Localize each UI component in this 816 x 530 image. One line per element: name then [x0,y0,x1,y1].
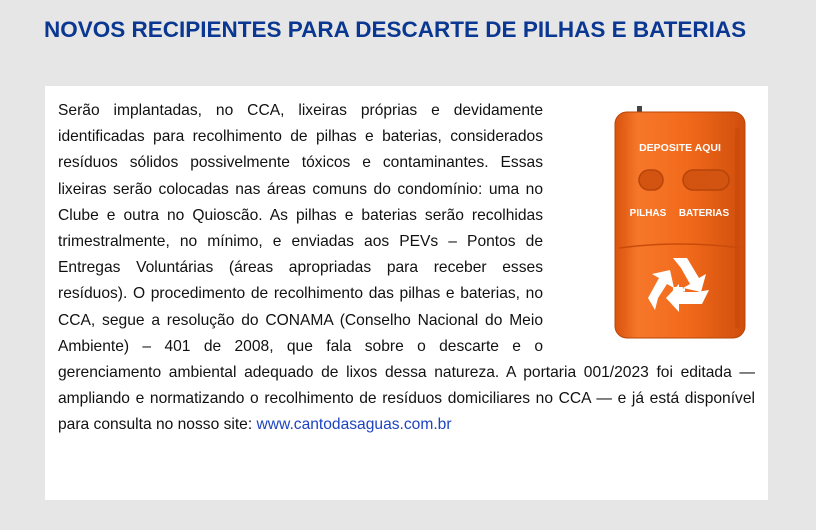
slot-baterias [683,170,729,190]
article-card [45,86,768,500]
battery-bin-illustration [555,98,755,345]
slot-pilhas [639,170,663,190]
site-link[interactable]: www.cantodasaguas.com.br [256,416,452,434]
bin-ridge-left [621,128,626,328]
battery-bin-image [555,98,755,345]
bin-label-deposite: DEPOSITE AQUI [639,142,721,154]
bin-label-baterias: BATERIAS [678,208,730,219]
article-text: Serão implantadas, no CCA, lixeiras próprias e devidamente identificadas para recolhimento de pilhas e baterias, considerados resíduos sólidos possivelmente tóxicos e contaminantes. Essas lixeiras serão colocadas nas áreas comuns do condomínio: uma no Clube e outra no Quioscão. As pilhas e baterias serão recolhidas trimestralmente, no mínimo, e enviadas aos PEVs – Pontos de Entregas Voluntárias (áreas apropriadas para receber esses resíduos). O procedimento de recolhimento das pilhas e baterias, no CCA, segue a resolução do CONAMA (Conselho Nacional do Meio Ambiente) – 401 de 2008, que fala sobre o descarte e o gerenciamento ambiental adequado de lixos dessa natureza. A portaria 001/2023 foi editada — ampliando e normatizando o recolhimento de resíduos domiciliares no CCA — e já está disponível para consulta no nosso site: [58,102,755,434]
bin-ridge-right [735,128,740,328]
bin-hinge [637,106,642,112]
bin-label-pilhas: PILHAS [629,208,667,219]
article-title: NOVOS RECIPIENTES PARA DESCARTE DE PILHAS E BATERIAS [44,17,747,42]
article-body [58,98,755,439]
